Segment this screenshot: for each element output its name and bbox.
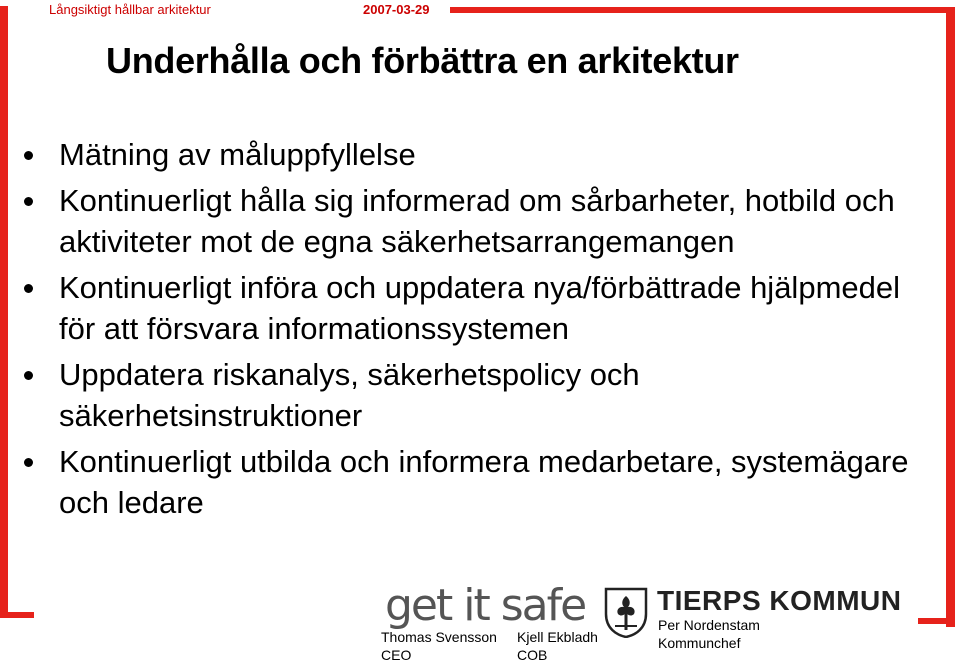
person-block <box>381 628 497 664</box>
left-red-bar <box>0 6 8 618</box>
get-it-safe-logo: get it safe <box>385 580 586 631</box>
person-block <box>517 628 598 664</box>
header-date: 2007-03-29 <box>363 2 430 17</box>
tierps-kommun-logo: TIERPS KOMMUN <box>657 585 902 616</box>
person-role: Kommunchef <box>658 635 741 651</box>
bullet-item <box>24 267 924 349</box>
bullet-text: Uppdatera riskanalys, säkerhetspolicy och säkerhetsinstruktioner <box>59 357 640 433</box>
person-role: CEO <box>381 647 412 663</box>
bullet-dot-icon <box>24 371 33 380</box>
person-name: Kjell Ekbladh <box>517 629 598 645</box>
bullet-dot-icon <box>24 151 33 160</box>
top-red-bar <box>450 7 955 13</box>
person-name: Per Nordenstam <box>658 617 760 633</box>
bullet-item <box>24 180 924 262</box>
bottom-right-red-bar <box>918 618 955 624</box>
slide-title: Underhålla och förbättra en arkitektur <box>106 40 739 81</box>
person-role: COB <box>517 647 548 663</box>
bullet-text: Kontinuerligt hålla sig informerad om sårbarheter, hotbild och aktiviteter mot de egna säkerhetsarrangemangen <box>59 183 895 259</box>
bullet-dot-icon <box>24 284 33 293</box>
bullet-item <box>24 354 924 436</box>
bullet-item <box>24 134 924 175</box>
bullet-dot-icon <box>24 197 33 206</box>
bullet-dot-icon <box>24 458 33 467</box>
bullet-text: Kontinuerligt utbilda och informera medarbetare, systemägare och ledare <box>59 444 909 520</box>
municipal-crest-icon <box>603 586 649 638</box>
person-name: Thomas Svensson <box>381 629 497 645</box>
header-left-text: Långsiktigt hållbar arkitektur <box>49 2 211 17</box>
bullet-text: Kontinuerligt införa och uppdatera nya/förbättrade hjälpmedel för att försvara informationssystemen <box>59 270 900 346</box>
right-red-bar <box>946 7 955 627</box>
bullet-text: Mätning av måluppfyllelse <box>59 137 416 172</box>
bullet-item <box>24 441 924 523</box>
person-block <box>658 616 760 652</box>
bottom-left-red-bar <box>0 612 34 618</box>
bullet-list <box>24 134 924 528</box>
